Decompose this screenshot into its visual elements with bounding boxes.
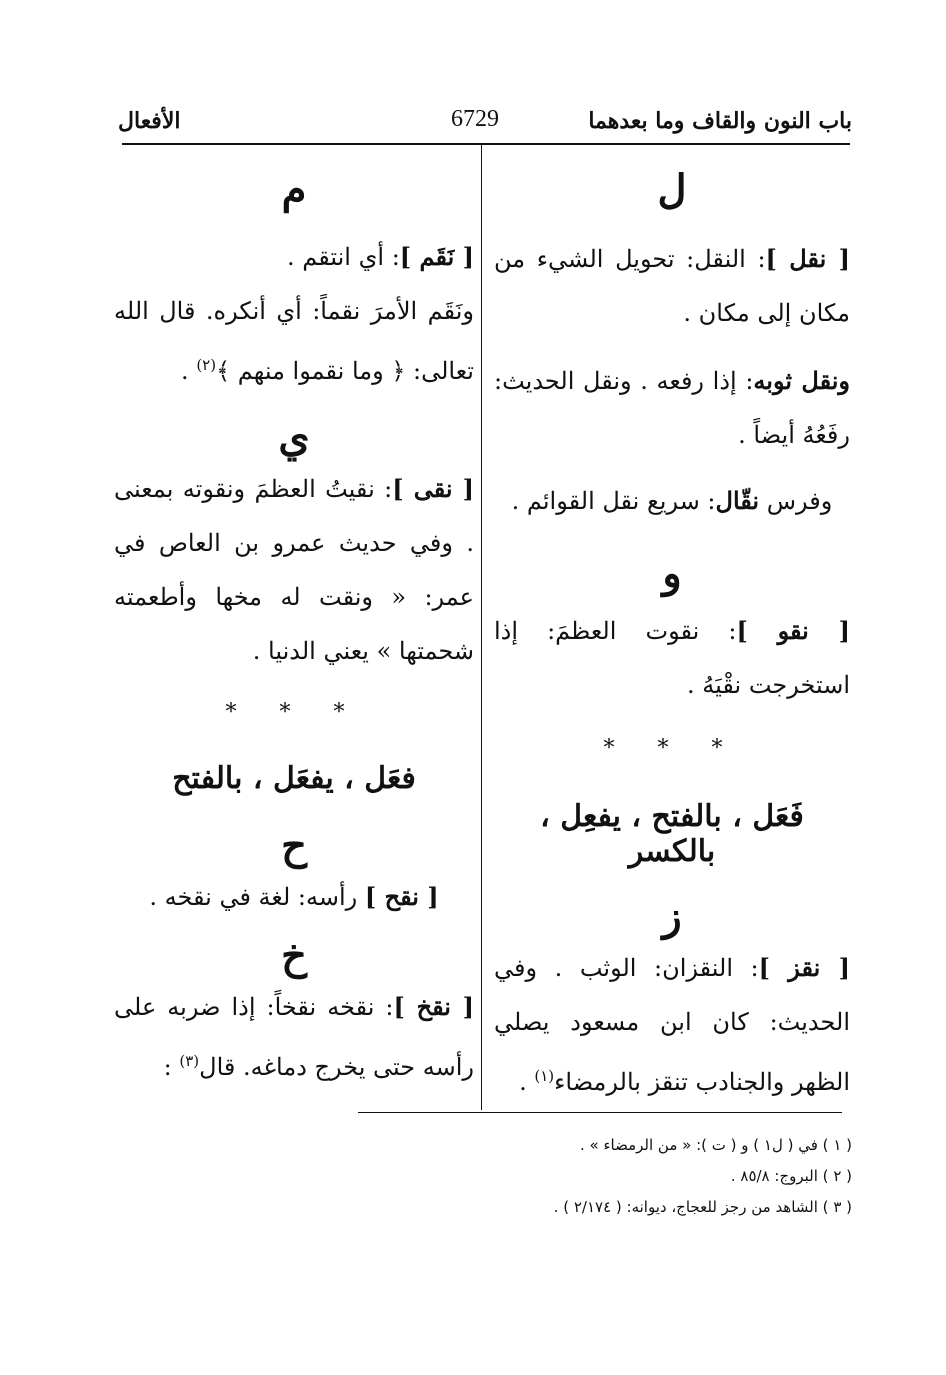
letter-heading-zay: ز xyxy=(662,893,682,940)
separator-stars: * * * xyxy=(603,736,741,761)
footnote-3: ( ٣ ) الشاهد من رجز للعجاج، ديوانه: ( ٢/١٧٤ ) . xyxy=(553,1198,852,1216)
page-header xyxy=(118,108,852,140)
left-column xyxy=(114,166,475,1094)
right-column xyxy=(494,166,851,1109)
letter-heading-waw: و xyxy=(662,550,682,597)
entry-text: ونَقَم الأمرَ نقماً: أي أنكره. قال الله تعالى: ﴿ وما نقموا منهم ﴾ xyxy=(114,297,474,385)
entry-naqam-quran xyxy=(114,284,474,398)
footnote-ref: (٢) xyxy=(196,356,217,374)
entry-naql-thawb xyxy=(494,354,850,462)
entry-text: : نقيتُ العظمَ ونقوته بمعنى . وفي حديث عمرو بن العاص في عمر: « ونقت له مخها وأطعمته شحمتها » يعني الدنيا . xyxy=(114,475,474,665)
entry-text: : نقوت العظمَ: إذا استخرجت نقْيَهُ . xyxy=(494,617,850,699)
entry-term: [ نقخ ] xyxy=(393,992,474,1021)
entry-term: [ نقل ] xyxy=(765,244,850,273)
entry-naqa xyxy=(114,462,474,678)
letter-heading-ya: ي xyxy=(278,414,310,461)
header-rule xyxy=(122,143,850,145)
footnote-2: ( ٢ ) البروج: ٨٥/٨ . xyxy=(730,1167,852,1185)
letter-heading-kha: خ xyxy=(281,932,307,979)
entry-text: : النقل: تحويل الشيء من مكان إلى مكان . xyxy=(494,245,850,327)
separator-stars: * * * xyxy=(225,700,363,725)
entry-text: : إذا رفعه . ونقل الحديث: رفَعُهُ أيضاً . xyxy=(494,367,850,449)
entry-prefix: وفرس xyxy=(766,487,833,515)
entry-text: : أي انتقم . xyxy=(287,243,400,271)
entry-term: [ نَقَم ] xyxy=(399,242,474,271)
entry-naqam xyxy=(114,230,474,284)
footnote-rule xyxy=(358,1112,842,1113)
entry-text: : النقزان: الوثب . وفي الحديث: كان ابن مسعود يصلي الظهر والجنادب تنقز بالرمضاء xyxy=(494,954,850,1096)
entry-term: ونقل ثوبه xyxy=(753,366,850,395)
entry-term: [ نقح ] xyxy=(364,882,439,911)
entry-text: : سريع نقل القوائم . xyxy=(511,487,716,515)
chapter-title: باب النون والقاف وما بعدهما xyxy=(588,108,852,134)
entry-naqakh xyxy=(114,980,474,1094)
entry-term: [ نقز ] xyxy=(758,953,851,982)
entry-naqz xyxy=(494,941,850,1109)
entry-naql xyxy=(494,232,850,340)
entry-end: . xyxy=(519,1068,535,1096)
entry-naqah xyxy=(114,870,474,924)
entry-faras xyxy=(494,474,850,528)
letter-heading-ha: ح xyxy=(281,822,307,869)
entry-text: : نقخه نقخاً: إذا ضربه على رأسه حتى يخرج دماغه. قال xyxy=(114,993,474,1081)
section-title: فعَل ، يفعَل ، بالفتح xyxy=(172,761,416,796)
entry-term: [ نقى ] xyxy=(392,474,475,503)
entry-naqw xyxy=(494,604,850,712)
section-header: الأفعال xyxy=(118,108,181,134)
section-title: فَعَل ، بالفتح ، يفعِل ، بالكسر xyxy=(540,799,804,869)
letter-heading-mim: م xyxy=(281,166,307,213)
entry-term: [ نقو ] xyxy=(736,616,851,645)
entry-text: رأسه: لغة في نقخه . xyxy=(149,883,365,911)
entry-end: . xyxy=(181,357,197,385)
footnote-ref: (١) xyxy=(534,1067,555,1085)
footnote-ref: (٣) xyxy=(179,1052,200,1070)
letter-heading-lam: ل xyxy=(657,166,687,213)
entry-term: نقّال xyxy=(715,486,760,515)
entry-end: : xyxy=(163,1053,180,1081)
footnote-1: ( ١ ) في ( ل١ ) و ( ت ): « من الرمضاء » . xyxy=(579,1136,852,1154)
column-divider xyxy=(481,145,482,1110)
footnotes xyxy=(380,1130,852,1223)
page-number: 6729 xyxy=(451,106,499,132)
